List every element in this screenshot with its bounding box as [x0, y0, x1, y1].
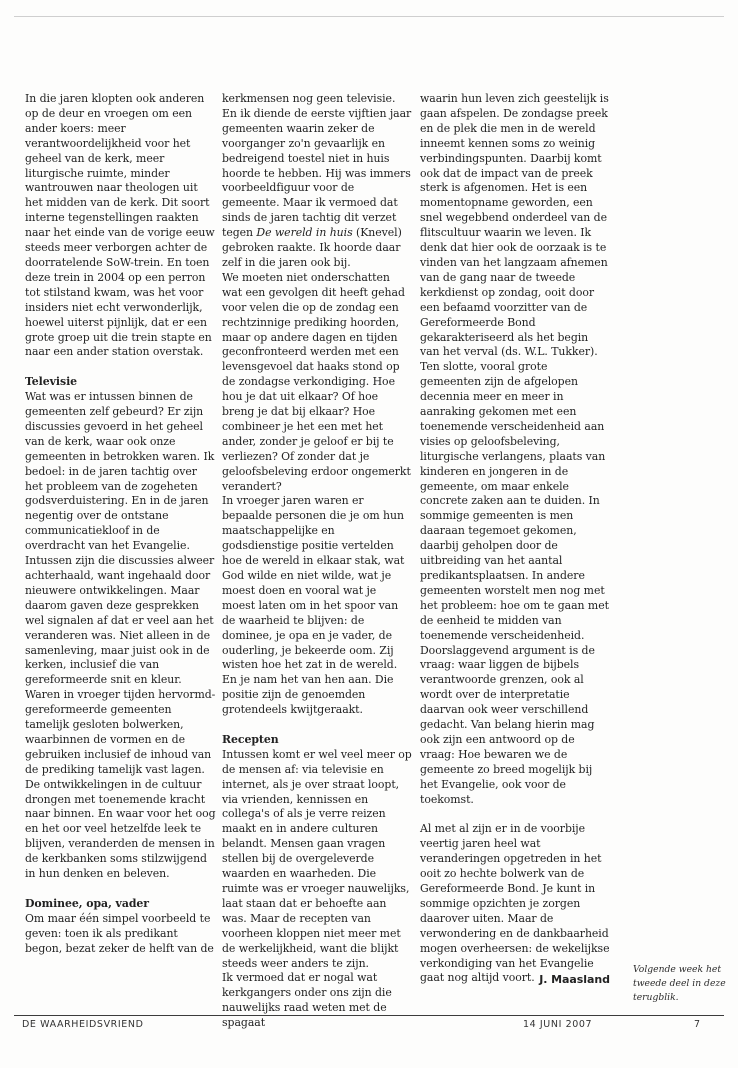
- section-heading-televisie: Televisie: [25, 375, 78, 389]
- paragraph: Om maar één simpel voorbeeld te geven: toen ik als predikant begon, bezat zeker de helft van de: [25, 911, 214, 955]
- paragraph: We moeten niet onderschatten wat een gevolgen dit heeft gehad voor velen die op de zondag een rechtzinnige prediking hoorden, maar op andere dagen en tijden geconfronteerd werden met een levensgevoel dat haaks stond op de zondagse verkondiging. Hoe hou je dat uit elkaar? Of hoe breng je dat bij elkaar? Hoe combineer je het een met het ander, zonder je geloof er bij te verliezen? Of zonder dat je geloofsbeleving erdoor ongemerkt verandert?: [222, 270, 411, 493]
- sidebar-note: Volgende week het tweede deel in deze terugblik.: [633, 964, 726, 1003]
- paragraph: [222, 92, 412, 271]
- top-divider: [14, 16, 724, 17]
- article-column-1: [25, 92, 217, 957]
- issue-date: 14 JUNI 2007: [523, 1019, 593, 1030]
- paragraph: Wat was er intussen binnen de gemeenten zelf gebeurd? Er zijn discussies gevoerd in het geheel van de kerk, waar ook onze gemeenten in betrokken waren. Ik bedoel: in de jaren tachtig over het probleem van de zogeheten godsverduistering. En in de jaren negentig over de ontstane communicatiekloof in de overdracht van het Evangelie.: [25, 390, 215, 553]
- paragraph: Ik vermoed dat er nogal wat kerkgangers onder ons zijn die nauwelijks raad weten met de spagaat: [222, 971, 392, 1030]
- paragraph: waarin hun leven zich geestelijk is gaan afspelen. De zondagse preek en de plek die men in de wereld inneemt kennen soms zo weinig verbindingspunten. Daarbij komt ook dat de impact van de preek sterk is afgenomen. Het is een momentopname geworden, een snel wegebbend onderdeel van de flitscultuur waarin we leven. Ik denk dat hier ook de oorzaak is te vinden van het langzaam afnemen van de gang naar de tweede kerkdienst op zondag, ooit door een befaamd voorzitter van de Gereformeerde Bond gekarakteriseerd als het begin van het verval (ds. W.L. Tukker).: [420, 92, 609, 359]
- section-heading-dominee: Dominee, opa, vader: [25, 896, 149, 910]
- footer-divider: [14, 1015, 724, 1016]
- publication-name: DE WAARHEIDSVRIEND: [22, 1019, 144, 1030]
- paragraph: Al met al zijn er in de voorbije veertig jaren heel wat veranderingen opgetreden in het ooit zo hechte bolwerk van de Gereformeerde Bond. Je kunt in sommige opzichten je zorgen daarover uiten. Maar de verwondering en de dankbaarheid mogen overheersen: de wekelijkse verkondiging van het Evangelie gaat nog altijd voort.: [420, 822, 610, 985]
- page-number: 7: [694, 1019, 701, 1030]
- paragraph: Intussen zijn die discussies alweer achterhaald, want ingehaald door nieuwere ontwikkelingen. Maar daarom gaven deze gesprekken wel signalen af dat er veel aan het veranderen was. Niet alleen in de samenleving, maar juist ook in de kerken, inclusief die van gereformeerde snit en kleur.: [25, 554, 215, 687]
- author-signature: J. Maasland: [539, 973, 610, 987]
- article-column-3: [420, 92, 610, 988]
- paragraph: Ten slotte, vooral grote gemeenten zijn de afgelopen decennia meer en meer in aanraking gekomen met een toenemende verscheidenheid aan visies op geloofsbeleving, liturgische verlangens, plaats van kinderen en jongeren in de gemeente, om maar enkele concrete zaken aan te duiden. In sommige gemeenten is men daaraan tegemoet gekomen, daarbij geholpen door de uitbreiding van het aantal predikantsplaatsen. In andere gemeenten worstelt men nog met het probleem: hoe om te gaan met de eenheid te midden van toenemende verscheidenheid. Doorslaggevend argument is de vraag: waar liggen de bijbels verantwoorde grenzen, ook al wordt over de interpretatie daarvan ook weer verschillend gedacht. Van belang hierin mag ook zijn een antwoord op de vraag: Hoe bewaren we de gemeente zo breed mogelijk bij het Evangelie, ook voor de toekomst.: [420, 360, 609, 806]
- paragraph: In vroeger jaren waren er bepaalde personen die je om hun maatschappelijke en godsdienstige positie vertelden hoe de wereld in elkaar stak, wat God wilde en niet wilde, wat je moest doen en vooral wat je moest laten om in het spoor van de waarheid te blijven: de dominee, je opa en je vader, de ouderling, je bekeerde oom. Zij wisten hoe het zat in de wereld. En je nam het van hen aan. Die positie zijn de genoemden grotendeels kwijtgeraakt.: [222, 494, 405, 717]
- paragraph: In die jaren klopten ook anderen op de deur en vroegen om een ander koers: meer verantwoordelijkheid voor het geheel van de kerk, meer liturgische ruimte, minder wantrouwen naar theologen uit het midden van de kerk. Dit soort interne tegenstellingen raakten naar het einde van de vorige eeuw steeds meer verborgen achter de doorratelende SoW-trein. En toen deze trein in 2004 op een perron tot stilstand kwam, was het voor insiders niet echt verwonderlijk, hoewel uiterst pijnlijk, dat er een grote groep uit die trein stapte en naar een ander station overstak.: [25, 92, 215, 359]
- text-run: (Knevel) gebroken raakte. Ik hoorde daar zelf in die jaren ook bij.: [222, 226, 402, 269]
- book-title: De wereld in huis: [256, 226, 353, 240]
- article-column-2: [222, 92, 412, 1031]
- paragraph: Intussen komt er wel veel meer op de mensen af: via televisie en internet, als je over straat loopt, via vrienden, kennissen en collega's of als je verre reizen maakt en in andere culturen belandt. Mensen gaan vragen stellen bij de overgeleverde waarden en waarheden. Die ruimte was er vroeger nauwelijks, laat staan dat er behoefte aan was. Maar de recepten van voorheen kloppen niet meer met de werkelijkheid, want die blijkt steeds weer anders te zijn.: [222, 747, 412, 970]
- paragraph: Waren in vroeger tijden hervormd-gereformeerde gemeenten tamelijk gesloten bolwerken, waarbinnen de vormen en de gebruiken inclusief de inhoud van de prediking tamelijk vast lagen. De ontwikkelingen in de cultuur drongen met toenemende kracht naar binnen. En waar voor het oog en het oor veel hetzelfde leek te blijven, veranderden de mensen in de kerkbanken soms stilzwijgend in hun denken en beleven.: [25, 688, 216, 881]
- text-run: kerkmensen nog geen televisie. En ik diende de eerste vijftien jaar gemeenten waarin zeker de voorganger zo'n gevaarlijk en bedreigend toestel niet in huis hoorde te hebben. Hij was immers voorbeeldfiguur voor de gemeente. Maar ik vermoed dat sinds de jaren tachtig dit verzet tegen: [222, 92, 412, 240]
- section-heading-recepten: Recepten: [222, 732, 279, 746]
